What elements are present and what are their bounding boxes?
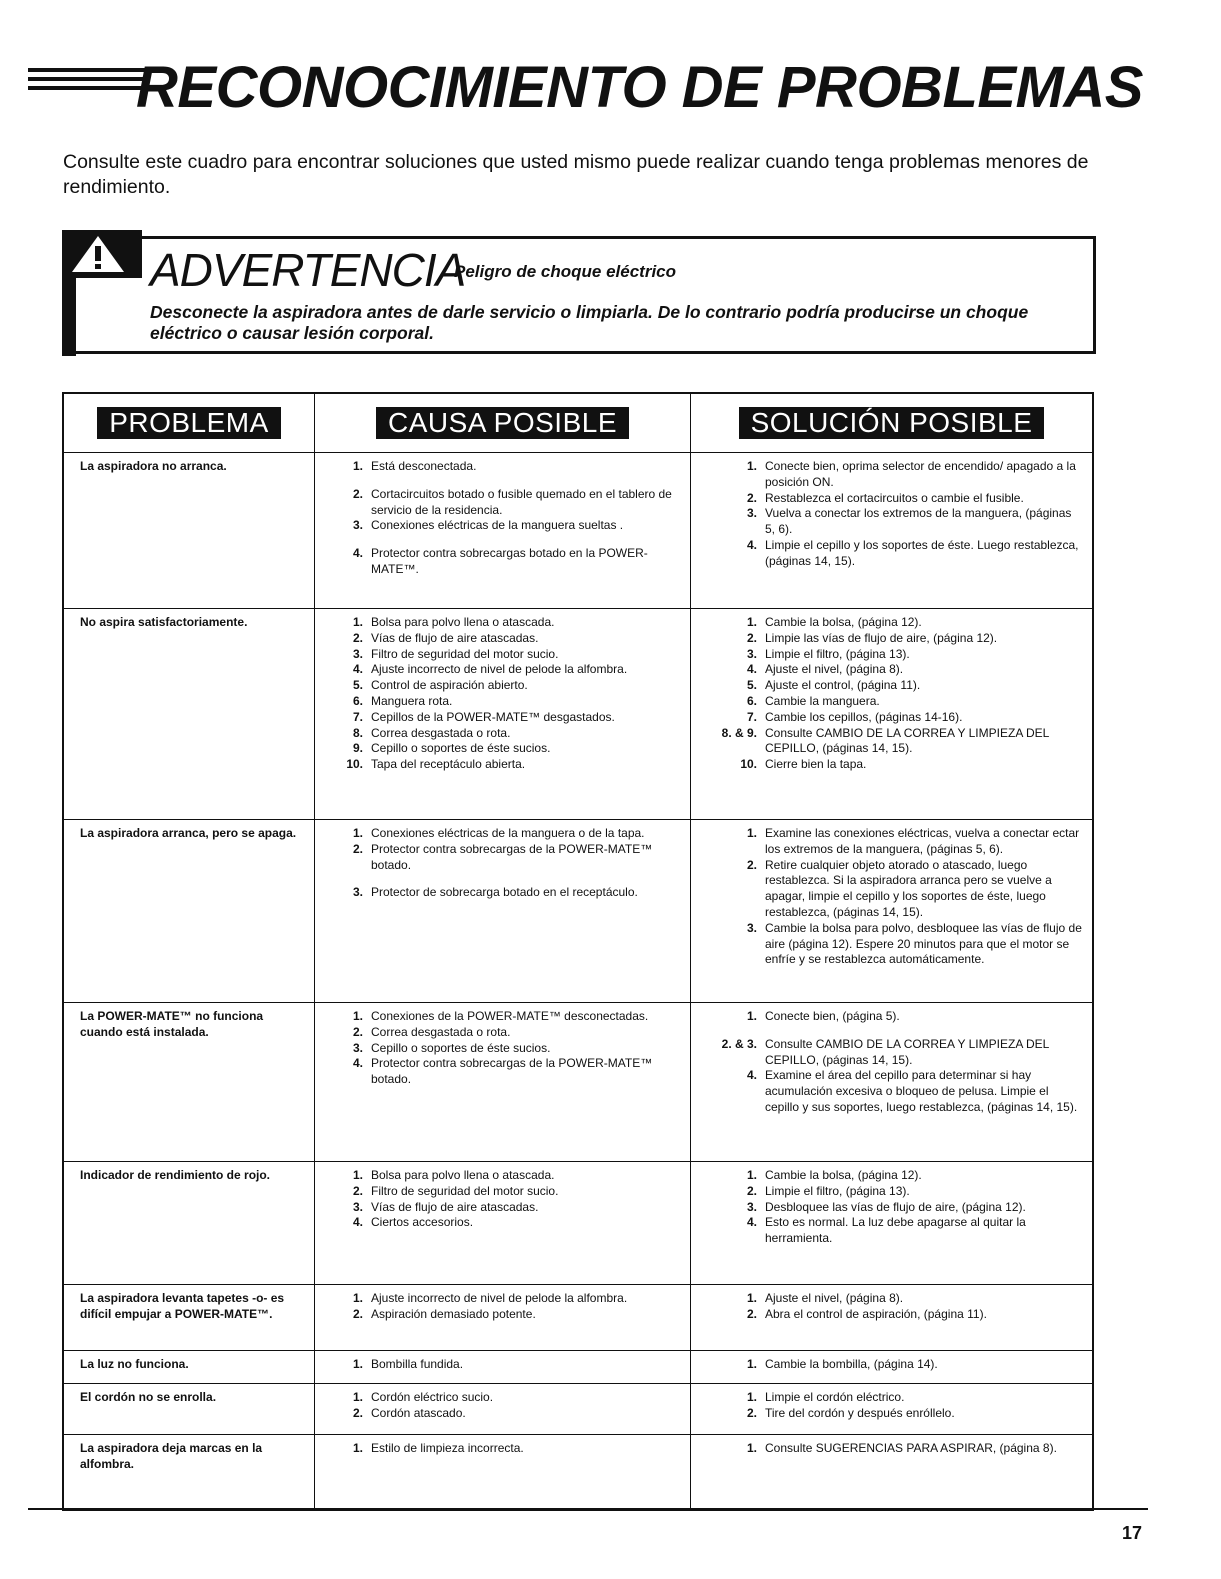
item-number: 1.: [352, 1291, 363, 1305]
item-text: Ajuste el nivel, (página 8).: [765, 662, 904, 677]
item-number: 1.: [746, 1291, 757, 1305]
item-text: Vías de flujo de aire atascadas.: [371, 1199, 539, 1214]
problem-cell: La aspiradora arranca, pero se apaga.: [80, 826, 297, 840]
cause-item: [329, 615, 680, 631]
item-number: 7.: [352, 709, 363, 724]
item-number: 4.: [746, 1215, 757, 1230]
item-number: 3.: [352, 1199, 363, 1214]
intro-text: Consulte este cuadro para encontrar soluciones que usted mismo puede realizar cuando tenga problemas menores de rendimiento.: [63, 151, 1089, 198]
item-number: 2.: [746, 630, 757, 645]
problem-cell: La luz no funciona.: [80, 1357, 189, 1371]
solution-item: [705, 694, 1082, 710]
cause-item: [329, 1307, 680, 1323]
cause-item: [329, 678, 680, 694]
item-text: Ajuste el nivel, (página 8).: [765, 1291, 904, 1305]
cause-cell: [314, 1003, 690, 1161]
item-text: Vías de flujo de aire atascadas.: [371, 630, 539, 645]
solution-item: [705, 1215, 1082, 1247]
solution-item: [705, 678, 1082, 694]
cause-item: [329, 1168, 680, 1184]
table-row: [64, 1002, 1092, 1161]
cause-item: [329, 726, 680, 742]
header-solution: SOLUCIÓN POSIBLE: [690, 394, 1092, 452]
item-number: 10.: [740, 757, 757, 772]
item-number: 2.: [352, 841, 363, 856]
cause-cell: [314, 1285, 690, 1350]
cause-item: [329, 631, 680, 647]
item-number: 4.: [746, 662, 757, 677]
cause-item: [329, 1291, 680, 1307]
table-row: [64, 1434, 1092, 1509]
item-text: Limpie el filtro, (página 13).: [765, 646, 910, 661]
item-number: 1.: [352, 1357, 363, 1371]
solution-item: [705, 1168, 1082, 1184]
item-text: Esto es normal. La luz debe apagarse al quitar la herramienta.: [765, 1215, 1026, 1246]
item-number: 2.: [746, 1183, 757, 1198]
item-number: 4.: [352, 1215, 363, 1230]
item-text: Tire del cordón y después enróllelo.: [765, 1405, 955, 1420]
cause-item: [329, 710, 680, 726]
item-number: 3.: [746, 646, 757, 661]
item-number: 2.: [352, 630, 363, 645]
solution-cell: [690, 1285, 1092, 1350]
cause-item: [329, 694, 680, 710]
item-number: 4.: [352, 662, 363, 677]
item-number: 1.: [352, 1441, 363, 1455]
solution-item: [705, 662, 1082, 678]
solution-cell: [690, 1351, 1092, 1383]
cause-item: [329, 1441, 680, 1457]
item-text: Cierre bien la tapa.: [765, 757, 867, 772]
solution-item: [705, 1307, 1082, 1323]
item-text: Consulte CAMBIO DE LA CORREA Y LIMPIEZA DEL CEPILLO, (páginas 14, 15).: [765, 725, 1049, 756]
cause-cell: [314, 1162, 690, 1284]
warning-triangle-icon: [70, 234, 126, 274]
solution-item: [705, 1037, 1082, 1069]
item-number: 3.: [352, 885, 363, 900]
item-number: 4.: [746, 537, 757, 552]
cause-item: [329, 1215, 680, 1231]
cause-item: [329, 757, 680, 773]
problem-cell: La aspiradora no arranca.: [80, 459, 227, 473]
item-number: 1.: [746, 1441, 757, 1455]
item-text: Conexiones de la POWER-MATE™ desconectadas.: [371, 1009, 649, 1023]
cause-item: [329, 1056, 680, 1088]
item-text: Bombilla fundida.: [371, 1357, 464, 1371]
item-number: 1.: [352, 1390, 363, 1404]
table-row: [64, 1161, 1092, 1284]
table-row: [64, 1383, 1092, 1434]
item-text: Restablezca el cortacircuitos o cambie el fusible.: [765, 490, 1024, 505]
item-number: 1.: [352, 1168, 363, 1182]
item-text: Examine el área del cepillo para determinar si hay acumulación excesiva o bloqueo de pelusa. Limpie el cepillo y sus soportes, luego restablezca, (páginas 14, 15).: [765, 1068, 1078, 1114]
item-text: Correa desgastada o rota.: [371, 1024, 511, 1039]
troubleshooting-table: [62, 392, 1094, 1511]
item-number: 2.: [352, 1024, 363, 1039]
item-text: Filtro de seguridad del motor sucio.: [371, 1183, 559, 1198]
item-number: 1.: [746, 1009, 757, 1023]
item-text: Ajuste el control, (página 11).: [765, 678, 921, 693]
solution-item: [705, 538, 1082, 570]
item-text: Protector contra sobrecargas de la POWER-MATE™ botado.: [371, 841, 653, 872]
item-number: 2.: [352, 1306, 363, 1321]
solution-item: [705, 1200, 1082, 1216]
solution-cell: [690, 1003, 1092, 1161]
item-number: 3.: [746, 506, 757, 521]
item-number: 2. & 3.: [721, 1036, 757, 1051]
cause-item: [329, 1200, 680, 1216]
item-text: Conexiones eléctricas de la manguera sueltas .: [371, 518, 624, 533]
item-text: Limpie el cepillo y los soportes de éste. Luego restablezca, (páginas 14, 15).: [765, 537, 1079, 568]
cause-item: [329, 1184, 680, 1200]
problem-cell: No aspira satisfactoriamente.: [80, 615, 248, 629]
item-text: Control de aspiración abierto.: [371, 678, 528, 693]
item-number: 2.: [352, 1183, 363, 1198]
solution-item: [705, 710, 1082, 726]
item-number: 3.: [352, 1040, 363, 1055]
item-number: 1.: [352, 826, 363, 840]
cause-cell: [314, 609, 690, 819]
cause-cell: [314, 1351, 690, 1383]
page-number: 17: [1122, 1523, 1143, 1543]
solution-item: [705, 647, 1082, 663]
item-text: Consulte SUGERENCIAS PARA ASPIRAR, (página 8).: [765, 1441, 1057, 1455]
table-row: [64, 1284, 1092, 1350]
item-text: Correa desgastada o rota.: [371, 725, 511, 740]
item-text: Aspiración demasiado potente.: [371, 1306, 536, 1321]
item-number: 6.: [746, 693, 757, 708]
solution-item: [705, 757, 1082, 773]
problem-cell: La aspiradora levanta tapetes -o- es difícil empujar a POWER-MATE™.: [80, 1291, 285, 1321]
cause-cell: [314, 1435, 690, 1509]
cause-item: [329, 518, 680, 534]
item-number: 1.: [746, 615, 757, 629]
solution-item: [705, 631, 1082, 647]
item-text: Conexiones eléctricas de la manguera o de la tapa.: [371, 826, 645, 840]
solution-item: [705, 1068, 1082, 1115]
table-row: [64, 819, 1092, 1002]
item-text: Consulte CAMBIO DE LA CORREA Y LIMPIEZA DEL CEPILLO, (páginas 14, 15).: [765, 1036, 1049, 1067]
solution-item: [705, 491, 1082, 507]
item-number: 1.: [746, 1168, 757, 1182]
item-text: Cepillo o soportes de éste sucios.: [371, 1040, 551, 1055]
item-text: Ajuste incorrecto de nivel de pelode la alfombra.: [371, 1291, 628, 1305]
header-problem: PROBLEMA: [64, 394, 314, 452]
cause-item: [329, 1041, 680, 1057]
solution-item: [705, 506, 1082, 538]
item-text: Retire cualquier objeto atorado o atascado, luego restablezca. Si la aspiradora arranca pero se vuelve a apagar, limpie el cepillo y los soportes de éste, luego restablezca, (páginas 14, 15).: [765, 857, 1052, 919]
item-text: Protector contra sobrecargas de la POWER-MATE™ botado.: [371, 1056, 653, 1087]
solution-item: [705, 459, 1082, 491]
warning-title: ADVERTENCIA: [150, 244, 466, 296]
solution-item: [705, 921, 1082, 968]
cause-item: [329, 1009, 680, 1025]
cause-item: [329, 546, 680, 578]
problem-cell: Indicador de rendimiento de rojo.: [80, 1168, 271, 1182]
solution-item: [705, 1184, 1082, 1200]
cause-item: [329, 1357, 680, 1373]
cause-item: [329, 647, 680, 663]
item-number: 1.: [746, 459, 757, 473]
solution-cell: [690, 1435, 1092, 1509]
solution-item: [705, 1291, 1082, 1307]
header-cause: CAUSA POSIBLE: [314, 394, 690, 452]
solution-cell: [690, 609, 1092, 819]
cause-item: [329, 885, 680, 901]
problem-cell: La aspiradora deja marcas en la alfombra.: [80, 1441, 263, 1471]
item-text: Cepillo o soportes de éste sucios.: [371, 741, 551, 756]
item-text: Ciertos accesorios.: [371, 1215, 474, 1230]
cause-cell: [314, 820, 690, 1002]
item-text: Filtro de seguridad del motor sucio.: [371, 646, 559, 661]
solution-item: [705, 858, 1082, 921]
item-number: 1.: [746, 1390, 757, 1404]
item-text: Tapa del receptáculo abierta.: [371, 757, 526, 772]
item-number: 1.: [352, 459, 363, 473]
problem-cell: El cordón no se enrolla.: [80, 1390, 217, 1404]
item-text: Cambie los cepillos, (páginas 14-16).: [765, 709, 963, 724]
item-text: Examine las conexiones eléctricas, vuelva a conectar ectar los extremos de la manguera, (páginas 5, 6).: [765, 826, 1080, 856]
item-number: 2.: [352, 486, 363, 501]
warning-subtitle: Peligro de choque eléctrico: [454, 262, 677, 281]
item-number: 3.: [746, 920, 757, 935]
item-number: 7.: [746, 709, 757, 724]
solution-item: [705, 1390, 1082, 1406]
item-number: 2.: [746, 1405, 757, 1420]
cause-cell: [314, 1384, 690, 1434]
item-text: Bolsa para polvo llena o atascada.: [371, 615, 555, 629]
item-number: 4.: [352, 546, 363, 561]
page-header: [28, 52, 1198, 124]
solution-cell: [690, 1162, 1092, 1284]
item-text: Cortacircuitos botado o fusible quemado en el tablero de servicio de la residencia.: [371, 486, 672, 517]
item-number: 3.: [746, 1199, 757, 1214]
item-number: 9.: [352, 741, 363, 756]
table-row: [64, 453, 1092, 608]
item-text: Limpie el filtro, (página 13).: [765, 1183, 910, 1198]
item-number: 10.: [346, 757, 363, 772]
item-number: 4.: [746, 1068, 757, 1083]
item-number: 1.: [746, 1357, 757, 1371]
solution-item: [705, 826, 1082, 858]
cause-item: [329, 662, 680, 678]
item-text: Protector contra sobrecargas botado en la POWER-MATE™.: [371, 546, 648, 576]
item-number: 3.: [352, 646, 363, 661]
cause-cell: [314, 453, 690, 608]
solution-cell: [690, 453, 1092, 608]
item-text: Conecte bien, oprima selector de encendido/ apagado a la posición ON.: [765, 459, 1076, 489]
item-text: Cepillos de la POWER-MATE™ desgastados.: [371, 709, 615, 724]
item-number: 8.: [352, 725, 363, 740]
item-text: Limpie las vías de flujo de aire, (página 12).: [765, 630, 998, 645]
warning-body: Desconecte la aspiradora antes de darle servicio o limpiarla. De lo contrario podría producirse un choque eléctrico o causar lesión corporal.: [150, 302, 1029, 343]
solution-item: [705, 1357, 1082, 1373]
table-body: [64, 453, 1092, 1509]
page-title: RECONOCIMIENTO DE PROBLEMAS: [136, 55, 1143, 120]
solution-item: [705, 726, 1082, 758]
solution-item: [705, 1441, 1082, 1457]
item-text: Cambie la bolsa para polvo, desbloquee las vías de flujo de aire (página 12). Espere 20 minutos para que el motor se enfríe y se restablezca automáticamente.: [765, 920, 1082, 967]
item-number: 6.: [352, 693, 363, 708]
item-number: 2.: [746, 490, 757, 505]
item-text: Manguera rota.: [371, 693, 453, 708]
cause-item: [329, 842, 680, 874]
table-header: [64, 394, 1092, 453]
solution-cell: [690, 820, 1092, 1002]
cause-item: [329, 459, 680, 475]
item-text: Ajuste incorrecto de nivel de pelode la alfombra.: [371, 662, 628, 677]
item-text: Abra el control de aspiración, (página 11).: [765, 1306, 987, 1321]
item-text: Cambie la manguera.: [765, 693, 880, 708]
solution-cell: [690, 1384, 1092, 1434]
table-row: [64, 608, 1092, 819]
item-number: 5.: [746, 678, 757, 693]
problem-cell: La POWER-MATE™ no funciona cuando está instalada.: [80, 1009, 264, 1039]
cause-item: [329, 826, 680, 842]
item-number: 1.: [352, 1009, 363, 1023]
item-text: Protector de sobrecarga botado en el receptáculo.: [371, 885, 638, 900]
item-text: Estilo de limpieza incorrecta.: [371, 1441, 524, 1455]
item-text: Está desconectada.: [371, 459, 477, 473]
item-text: Cambie la bolsa, (página 12).: [765, 615, 922, 629]
item-text: Desbloquee las vías de flujo de aire, (página 12).: [765, 1199, 1026, 1214]
footer-rule: [28, 1508, 1148, 1510]
item-number: 3.: [352, 518, 363, 533]
item-number: 2.: [746, 857, 757, 872]
solution-item: [705, 615, 1082, 631]
cause-item: [329, 1025, 680, 1041]
cause-item: [329, 1406, 680, 1422]
cause-item: [329, 741, 680, 757]
item-number: 2.: [352, 1405, 363, 1420]
item-text: Cordón atascado.: [371, 1405, 466, 1420]
item-number: 2.: [746, 1306, 757, 1321]
warning-icon-stem: [62, 270, 76, 356]
item-number: 5.: [352, 678, 363, 693]
cause-item: [329, 487, 680, 519]
title-decoration-lines: [28, 68, 148, 95]
item-text: Cambie la bolsa, (página 12).: [765, 1168, 922, 1182]
solution-item: [705, 1009, 1082, 1025]
item-text: Limpie el cordón eléctrico.: [765, 1390, 905, 1404]
item-text: Conecte bien, (página 5).: [765, 1009, 900, 1023]
solution-item: [705, 1406, 1082, 1422]
item-number: 1.: [746, 826, 757, 840]
item-number: 4.: [352, 1056, 363, 1071]
item-text: Bolsa para polvo llena o atascada.: [371, 1168, 555, 1182]
item-number: 1.: [352, 615, 363, 629]
item-text: Cambie la bombilla, (página 14).: [765, 1357, 938, 1371]
item-number: 8. & 9.: [721, 725, 757, 740]
item-text: Cordón eléctrico sucio.: [371, 1390, 494, 1404]
cause-item: [329, 1390, 680, 1406]
item-text: Vuelva a conectar los extremos de la manguera, (páginas 5, 6).: [765, 506, 1072, 537]
table-row: [64, 1350, 1092, 1383]
